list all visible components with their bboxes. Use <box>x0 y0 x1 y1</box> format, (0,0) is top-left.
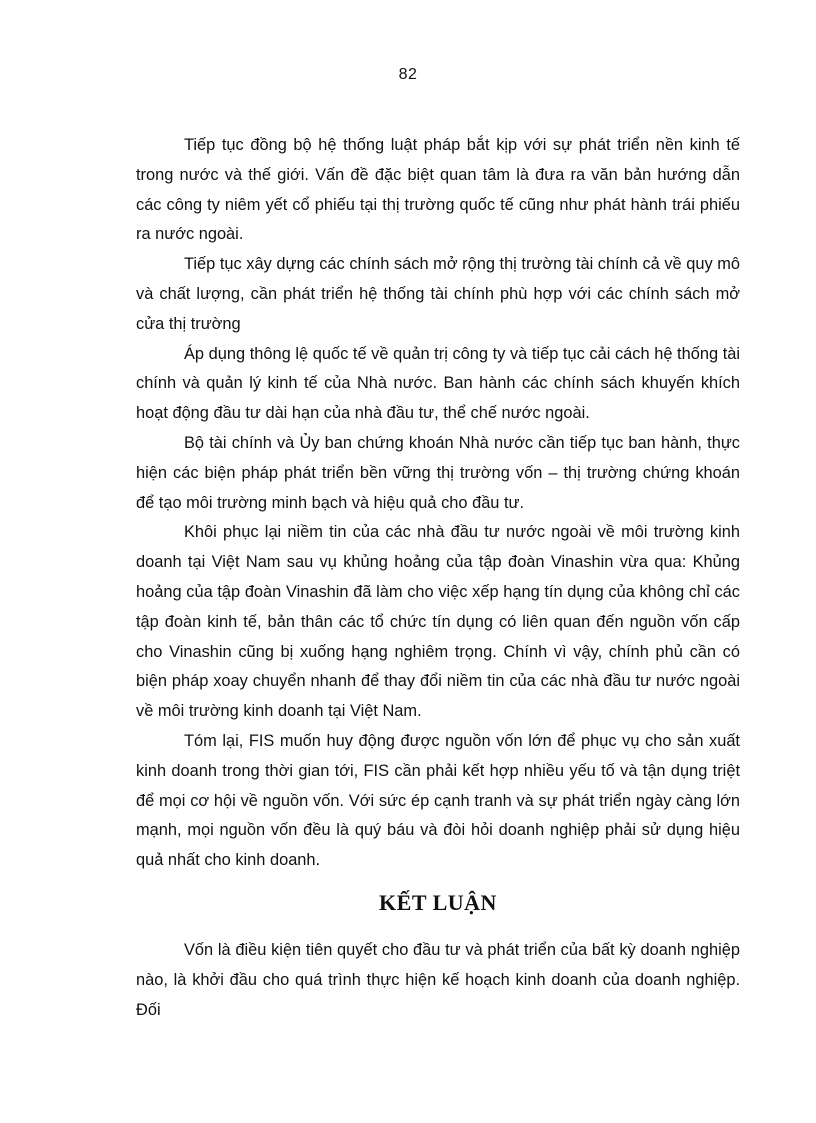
paragraph-ministry-of-finance: Bộ tài chính và Ủy ban chứng khoán Nhà nước cần tiếp tục ban hành, thực hiện các biện pháp phát triển bền vững thị trường vốn – thị trường chứng khoán để tạo môi trường minh bạch và hiệu quả cho đầu tư. <box>136 433 740 512</box>
paragraph-financial-market-policy: Tiếp tục xây dựng các chính sách mở rộng thị trường tài chính cả về quy mô và chất lượng, cần phát triển hệ thống tài chính phù hợp với các chính sách mở cửa thị trường <box>136 255 740 333</box>
document-body <box>136 131 740 1025</box>
paragraph-conclusion-intro: Vốn là điều kiện tiên quyết cho đầu tư và phát triển của bất kỳ doanh nghiệp nào, là khởi đầu cho quá trình thực hiện kế hoạch kinh doanh của doanh nghiệp. Đối <box>136 940 740 1019</box>
paragraph-summary: Tóm lại, FIS muốn huy động được nguồn vốn lớn để phục vụ cho sản xuất kinh doanh trong thời gian tới, FIS cần phải kết hợp nhiều yếu tố và tận dụng triệt để mọi cơ hội về nguồn vốn. Với sức ép cạnh tranh và sự phát triển ngày càng lớn mạnh, mọi nguồn vốn đều là quý báu và đòi hỏi doanh nghiệp phải sử dụng hiệu quả nhất cho kinh doanh. <box>136 731 740 870</box>
paragraph-corporate-governance: Áp dụng thông lệ quốc tế về quản trị công ty và tiếp tục cải cách hệ thống tài chính và quản lý kinh tế của Nhà nước. Ban hành các chính sách khuyến khích hoạt động đầu tư dài hạn của nhà đầu tư, thể chế nước ngoài. <box>136 344 740 423</box>
section-heading-conclusion: KẾT LUẬN <box>379 889 497 915</box>
paragraph-investor-confidence: Khôi phục lại niềm tin của các nhà đầu tư nước ngoài về môi trường kinh doanh tại Việt Nam sau vụ khủng hoảng của tập đoàn Vinashin vừa qua: Khủng hoảng của tập đoàn Vinashin đã làm cho việc xếp hạng tín dụng của không chỉ các tập đoàn kinh tế, bản thân các tổ chức tín dụng có liên quan đến nguồn vốn cấp cho Vinashin cũng bị xuống hạng nghiêm trọng. Chính vì vậy, chính phủ cần có biện pháp xoay chuyển nhanh để thay đổi niềm tin của các nhà đầu tư nước ngoài về môi trường kinh doanh tại Việt Nam. <box>136 523 740 721</box>
paragraph-legal-sync: Tiếp tục đồng bộ hệ thống luật pháp bắt kịp với sự phát triển nền kinh tế trong nước và thế giới. Vấn đề đặc biệt quan tâm là đưa ra văn bản hướng dẫn các công ty niêm yết cổ phiếu tại thị trường quốc tế cũng như phát hành trái phiếu ra nước ngoài. <box>136 136 740 244</box>
page-number: 82 <box>398 66 418 83</box>
